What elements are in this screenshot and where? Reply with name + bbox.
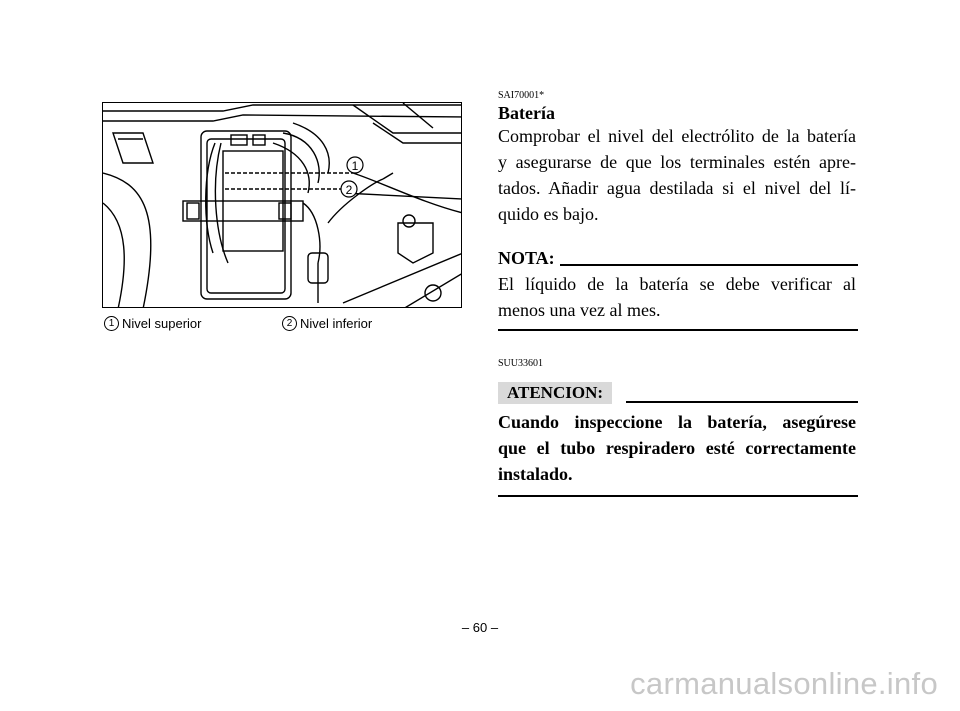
atencion-line: Cuando inspeccione la batería, asegúrese bbox=[498, 412, 856, 432]
caption-label-2: Nivel inferior bbox=[300, 316, 373, 331]
callout-2 bbox=[341, 181, 357, 197]
body-line: quido es bajo. bbox=[498, 204, 599, 224]
nota-body bbox=[498, 271, 856, 323]
nota-line: El líquido de la batería se debe verificar al bbox=[498, 274, 856, 294]
atencion-label: ATENCION: bbox=[498, 382, 612, 404]
atencion-end-rule bbox=[498, 495, 858, 497]
caption-item-1 bbox=[104, 316, 201, 331]
body-line: Comprobar el nivel del electrólito de la batería bbox=[498, 126, 856, 146]
section-code-1: SAI70001* bbox=[498, 90, 545, 101]
caption-label-1: Nivel superior bbox=[122, 316, 202, 331]
callout-1-label: 1 bbox=[351, 159, 359, 173]
callout-1 bbox=[347, 157, 363, 173]
caption-item-2 bbox=[282, 316, 372, 331]
battery-drawing bbox=[103, 103, 462, 308]
callout-2-label: 2 bbox=[345, 183, 353, 197]
nota-line: menos una vez al mes. bbox=[498, 300, 661, 320]
section-body bbox=[498, 123, 856, 227]
atencion-rule bbox=[626, 401, 858, 403]
watermark: carmanualsonline.info bbox=[630, 666, 938, 701]
section-title: Batería bbox=[498, 103, 555, 123]
battery-illustration bbox=[102, 102, 462, 308]
body-line: y asegurarse de que los terminales estén apre- bbox=[498, 152, 856, 172]
body-line: tados. Añadir agua destilada si el nivel del lí- bbox=[498, 178, 856, 198]
atencion-body bbox=[498, 409, 856, 487]
caption-num-2: 2 bbox=[282, 316, 297, 331]
nota-end-rule bbox=[498, 329, 858, 331]
nota-label: NOTA: bbox=[498, 248, 555, 268]
nota-rule bbox=[560, 264, 858, 266]
atencion-line: instalado. bbox=[498, 464, 573, 484]
atencion-line: que el tubo respiradero esté correctamente bbox=[498, 438, 856, 458]
section-code-2: SUU33601 bbox=[498, 358, 544, 369]
caption-num-1: 1 bbox=[104, 316, 119, 331]
page-number: – 60 – bbox=[461, 620, 499, 635]
